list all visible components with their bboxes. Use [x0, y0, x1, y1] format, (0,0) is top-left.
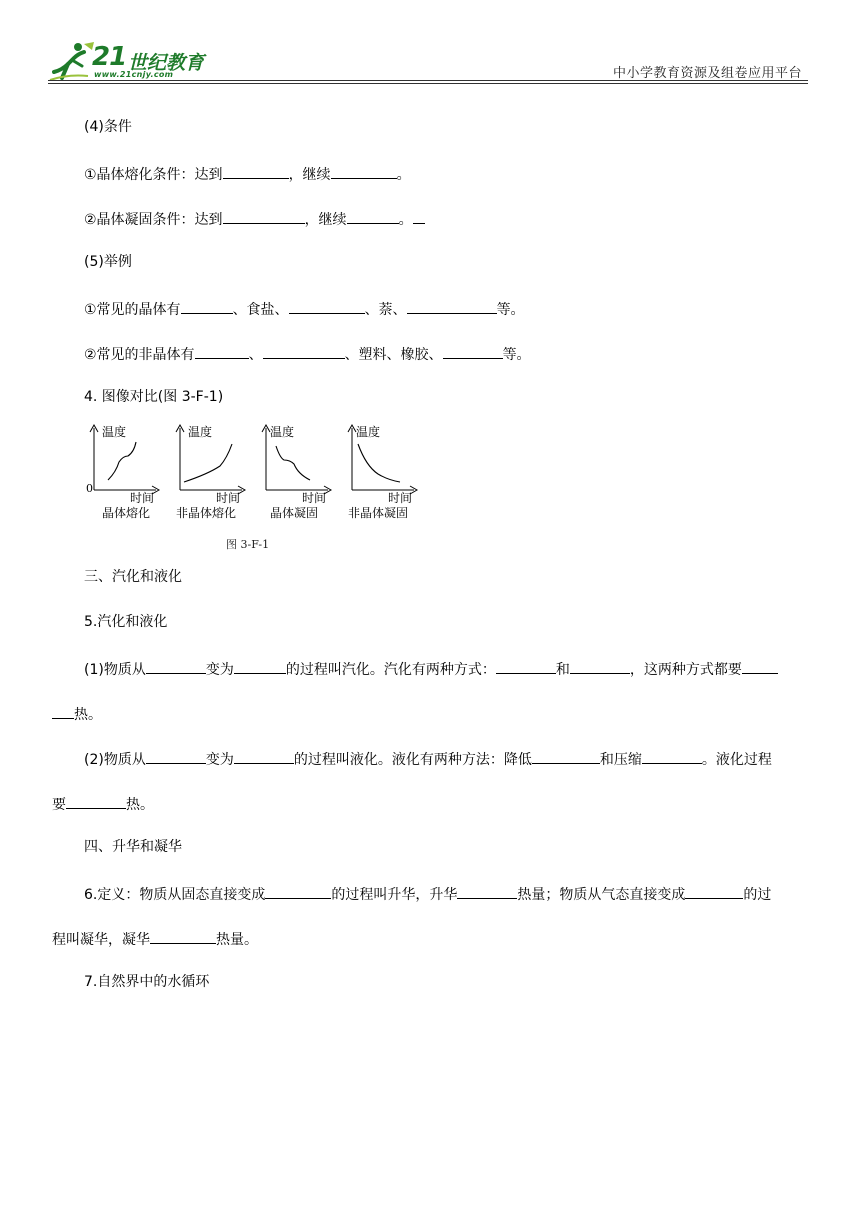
text: 。液化过程	[701, 752, 772, 768]
question-line	[84, 748, 772, 769]
question-line	[84, 208, 425, 229]
section-examples-heading	[84, 253, 132, 271]
text: 热。	[74, 707, 102, 723]
fill-blank[interactable]	[181, 298, 233, 314]
text: 。	[398, 212, 413, 228]
question-line	[84, 343, 531, 364]
y-axis-label: 温度	[188, 425, 213, 439]
text: ②常见的非晶体有	[84, 347, 195, 363]
text: 、食盐、	[232, 302, 289, 318]
fill-blank[interactable]	[195, 343, 249, 359]
x-axis-label: 时间	[130, 491, 155, 505]
text: 4. 图像对比(图 3-F-1)	[84, 389, 224, 405]
fill-blank[interactable]	[146, 658, 206, 674]
text: 热。	[126, 797, 154, 813]
text: ，继续	[304, 212, 347, 228]
text: 和压缩	[599, 752, 642, 768]
question-heading	[84, 973, 209, 991]
text: 、	[248, 347, 263, 363]
section-conditions-heading	[84, 118, 132, 136]
fill-blank[interactable]	[413, 208, 425, 224]
text: ②晶体凝固条件：达到	[84, 212, 223, 228]
graph-amorphous-melting	[176, 424, 245, 520]
question-heading	[84, 613, 167, 631]
text: 三、汽化和液化	[84, 569, 182, 585]
fill-blank[interactable]	[223, 163, 289, 179]
text: 、塑料、橡胶、	[344, 347, 443, 363]
fill-blank[interactable]	[331, 163, 397, 179]
fill-blank[interactable]	[347, 208, 399, 224]
fill-blank[interactable]	[234, 748, 294, 764]
page-header	[0, 0, 860, 90]
section-heading	[84, 568, 182, 586]
text: 6.定义：物质从固态直接变成	[84, 887, 266, 903]
text: 程叫凝华，凝华	[52, 932, 150, 948]
y-axis-label: 温度	[102, 425, 127, 439]
fill-blank[interactable]	[263, 343, 345, 359]
origin-label: 0	[86, 482, 93, 495]
figure-intro	[84, 388, 223, 406]
fill-blank[interactable]	[150, 928, 216, 944]
logo-url: www.21cnjy.com	[94, 70, 174, 79]
text: 5.汽化和液化	[84, 614, 168, 630]
fill-blank[interactable]	[742, 658, 778, 674]
site-logo[interactable]	[48, 40, 218, 82]
fill-blank[interactable]	[496, 658, 556, 674]
text: ，继续	[288, 167, 331, 183]
x-axis-label: 时间	[388, 491, 413, 505]
text: 的过程叫液化。液化有两种方法：降低	[293, 752, 532, 768]
logo-text: 世纪教育	[128, 52, 205, 74]
fill-blank[interactable]	[642, 748, 702, 764]
text: ①晶体熔化条件：达到	[84, 167, 223, 183]
question-line	[84, 298, 525, 319]
text: 变为	[205, 662, 234, 678]
fill-blank[interactable]	[66, 793, 126, 809]
graph-label: 晶体熔化	[102, 506, 151, 520]
fill-blank[interactable]	[146, 748, 206, 764]
fill-blank[interactable]	[407, 298, 497, 314]
graph-label: 非晶体熔化	[176, 506, 237, 520]
figure-caption: 图 3-F-1	[226, 538, 270, 551]
text: ①常见的晶体有	[84, 302, 181, 318]
question-line	[84, 883, 771, 904]
question-line	[52, 928, 258, 949]
fill-blank[interactable]	[532, 748, 600, 764]
question-line	[52, 793, 154, 814]
text: 、萘、	[364, 302, 407, 318]
header-rule-secondary	[48, 83, 808, 84]
text: (2)物质从	[84, 752, 146, 768]
text: 的过程叫升华，升华	[331, 887, 458, 903]
text: 的过程叫汽化。汽化有两种方式：	[285, 662, 496, 678]
text: 7.自然界中的水循环	[84, 974, 210, 990]
text: 热量；物质从气态直接变成	[517, 887, 686, 903]
fill-blank[interactable]	[289, 298, 365, 314]
text: 。	[396, 167, 411, 183]
question-line	[52, 703, 102, 724]
fill-blank[interactable]	[457, 883, 517, 899]
fill-blank[interactable]	[443, 343, 503, 359]
text: 热量。	[216, 932, 258, 948]
text: 的过	[743, 887, 772, 903]
header-rule	[48, 80, 808, 81]
question-line	[84, 658, 778, 679]
header-tagline: 中小学教育资源及组卷应用平台	[612, 66, 802, 81]
x-axis-label: 时间	[302, 491, 327, 505]
y-axis-label: 温度	[270, 425, 295, 439]
fill-blank[interactable]	[234, 658, 286, 674]
text: ，这两种方式都要	[629, 662, 742, 678]
section-heading	[84, 838, 182, 856]
text: 等。	[496, 302, 525, 318]
fill-blank[interactable]	[223, 208, 305, 224]
x-axis-label: 时间	[216, 491, 241, 505]
logo-number: 21	[92, 42, 127, 72]
text: (4)条件	[84, 119, 132, 135]
figure-graph-comparison	[84, 422, 424, 532]
fill-blank[interactable]	[570, 658, 630, 674]
graph-crystal-melting	[86, 424, 159, 520]
graph-crystal-solidifying	[262, 424, 331, 520]
y-axis-label: 温度	[356, 425, 381, 439]
text: 等。	[502, 347, 531, 363]
fill-blank[interactable]	[265, 883, 331, 899]
graph-label: 晶体凝固	[270, 506, 319, 520]
runner-icon	[48, 40, 96, 82]
text: 要	[52, 797, 66, 813]
question-line	[84, 163, 411, 184]
text: 四、升华和凝华	[84, 839, 182, 855]
text: (1)物质从	[84, 662, 146, 678]
text: 变为	[205, 752, 234, 768]
graph-label: 非晶体凝固	[348, 506, 409, 520]
text: (5)举例	[84, 254, 132, 270]
graph-amorphous-solidifying	[348, 424, 417, 520]
fill-blank[interactable]	[52, 703, 74, 719]
text: 和	[555, 662, 570, 678]
fill-blank[interactable]	[685, 883, 743, 899]
